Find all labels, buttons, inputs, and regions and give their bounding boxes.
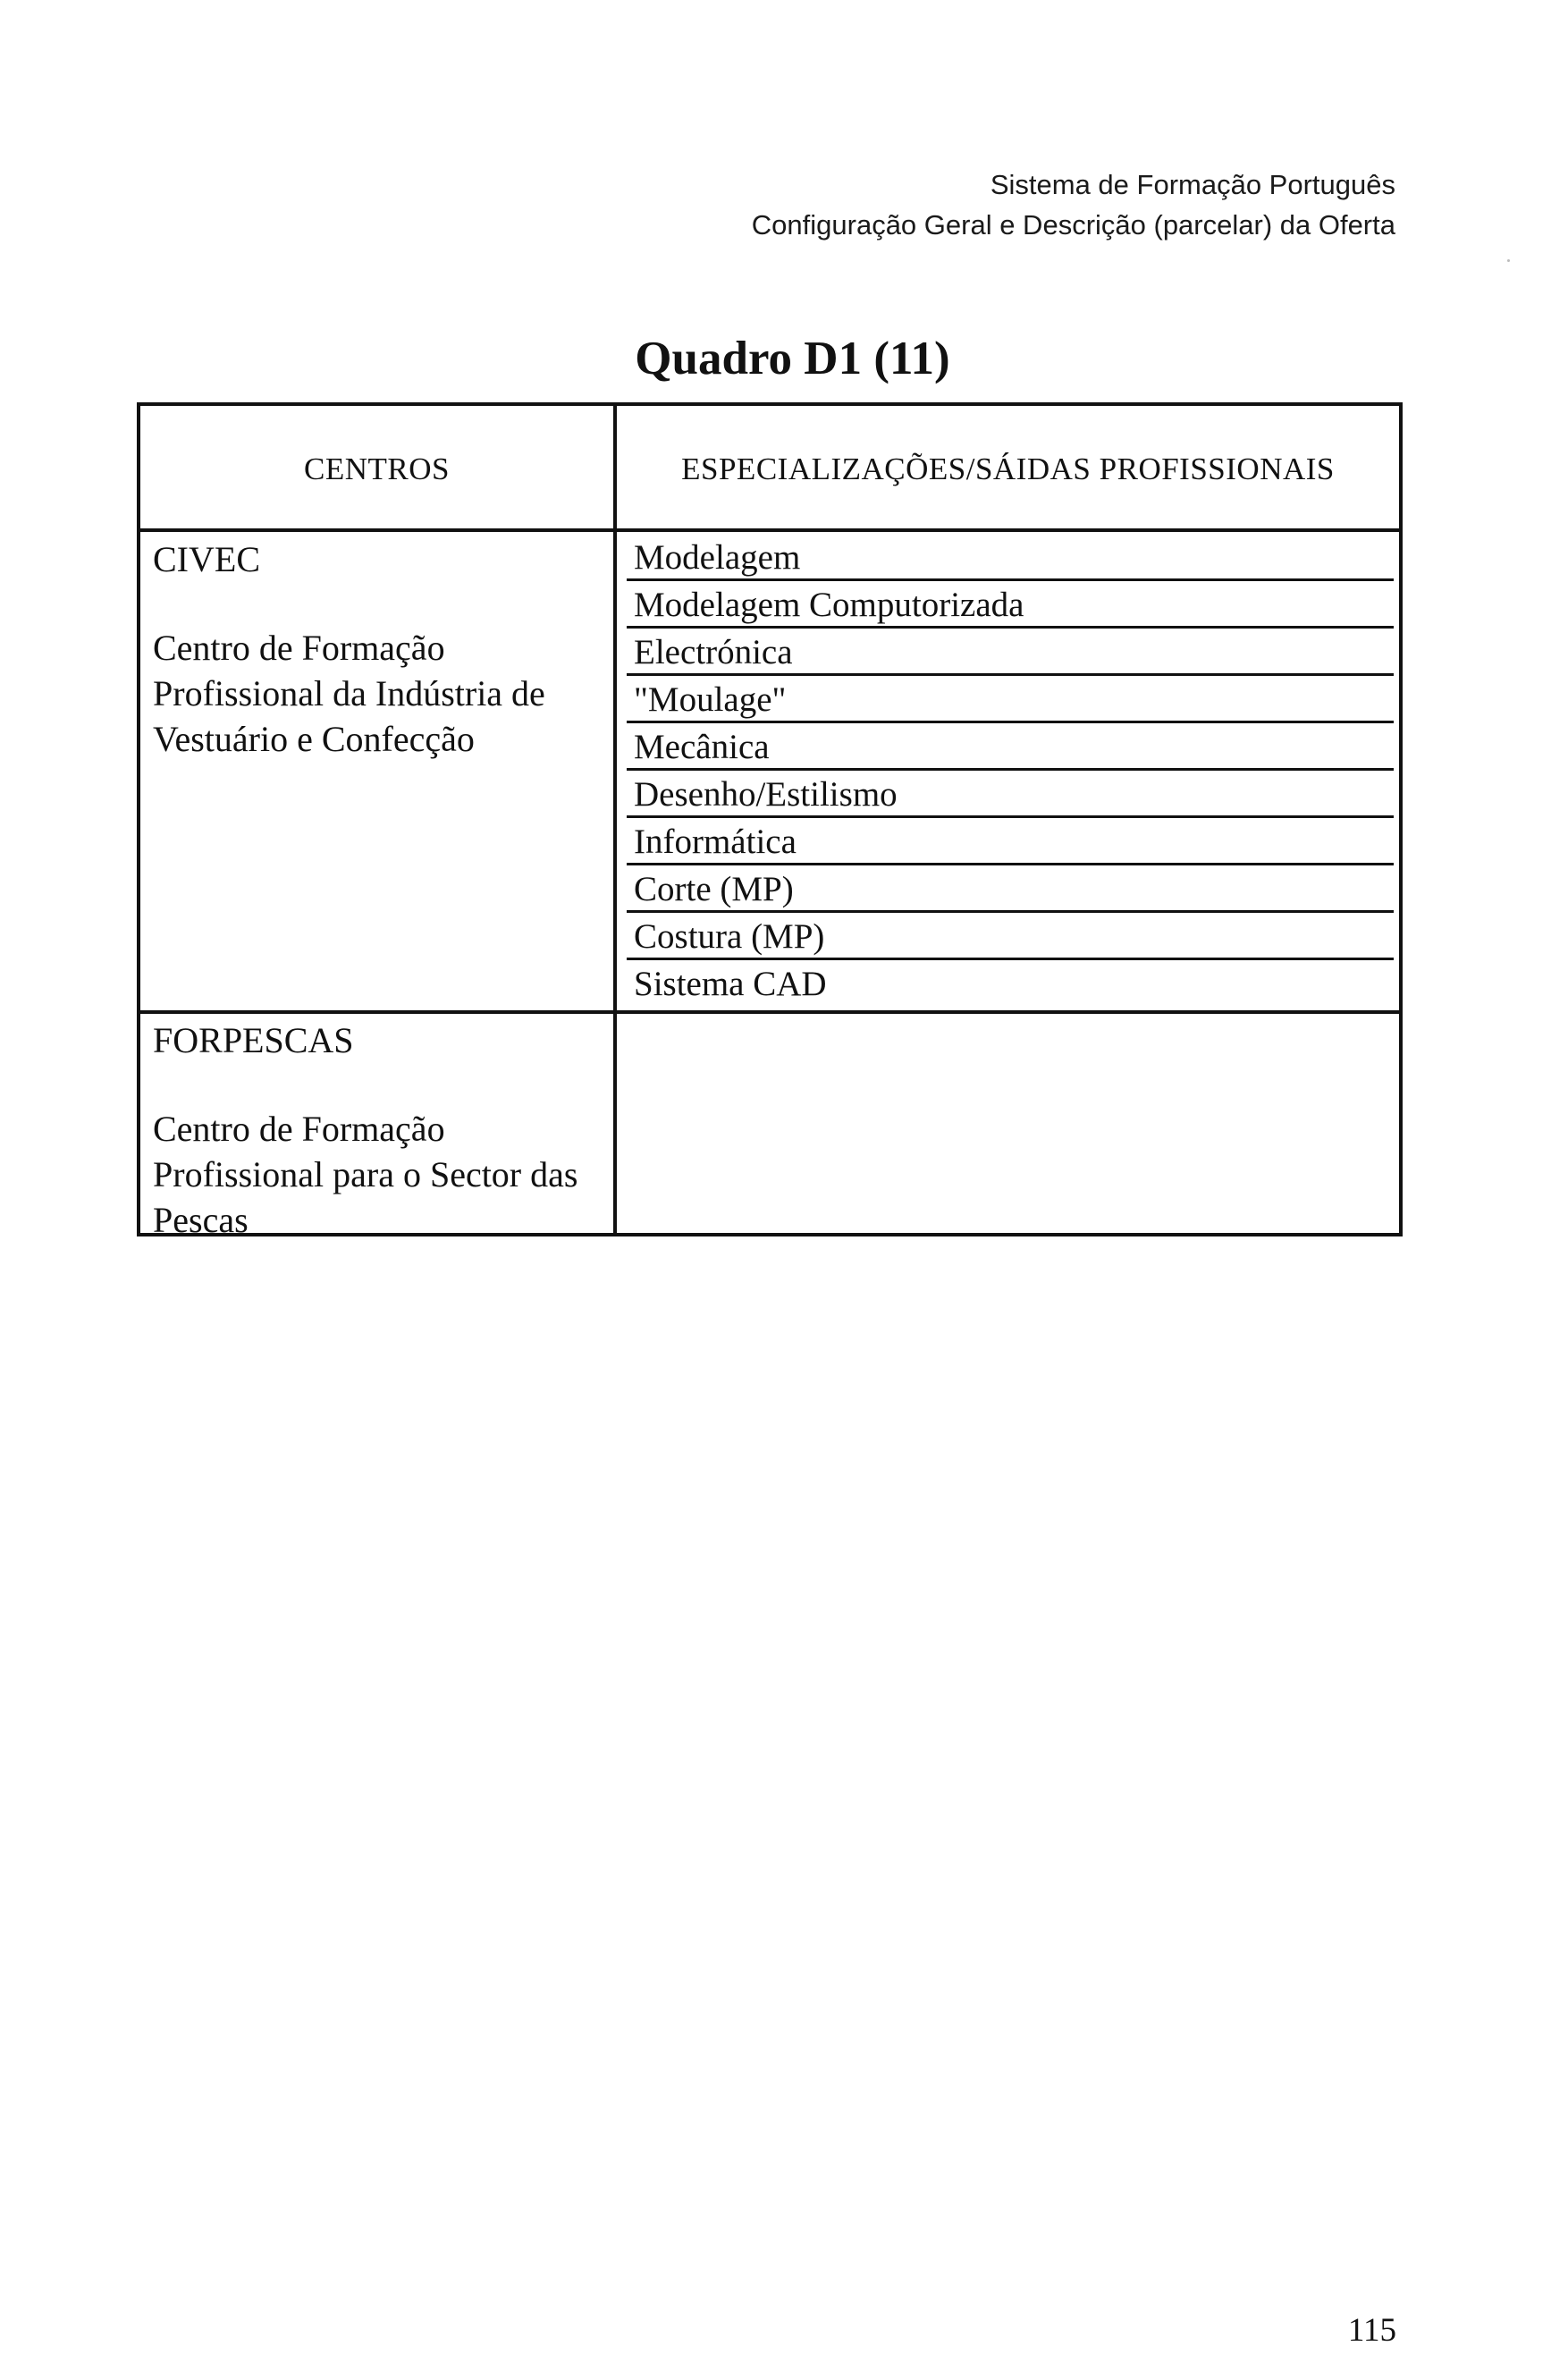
centro-description: Centro de Formação Profissional da Indústria de Vestuário e Confecção bbox=[153, 628, 545, 759]
list-item: Electrónica bbox=[627, 630, 1394, 676]
running-header bbox=[752, 165, 1395, 245]
list-item: Desenho/Estilismo bbox=[627, 772, 1394, 818]
centro-name: CIVEC bbox=[153, 539, 260, 579]
column-header-especializacoes: ESPECIALIZAÇÕES/SÁIDAS PROFISSIONAIS bbox=[681, 451, 1335, 486]
header-line-2: Configuração Geral e Descrição (parcelar) da Oferta bbox=[751, 209, 1395, 241]
list-item: Sistema CAD bbox=[634, 965, 827, 1003]
centro-name: FORPESCAS bbox=[153, 1020, 354, 1060]
list-item: Modelagem bbox=[627, 536, 1394, 581]
list-item: Corte (MP) bbox=[627, 867, 1394, 913]
centro-cell-civec bbox=[153, 536, 609, 762]
scan-speck bbox=[1507, 259, 1510, 262]
especializacoes-list bbox=[627, 536, 1394, 1009]
centro-description: Centro de Formação Profissional para o Sector das Pescas bbox=[153, 1109, 578, 1240]
list-item: Mecânica bbox=[627, 725, 1394, 771]
quadro-table bbox=[137, 402, 1403, 1240]
page-number: 115 bbox=[1347, 2312, 1396, 2349]
column-header-centros: CENTROS bbox=[304, 451, 450, 486]
list-item: Informática bbox=[627, 820, 1394, 865]
list-item: Modelagem Computorizada bbox=[627, 583, 1394, 629]
row-divider bbox=[140, 1010, 1399, 1014]
centro-cell-forpescas bbox=[153, 1017, 609, 1243]
list-item: Costura (MP) bbox=[627, 915, 1394, 960]
table-title: Quadro D1 (11) bbox=[635, 333, 950, 384]
header-line-1: Sistema de Formação Português bbox=[990, 169, 1395, 200]
list-item: "Moulage" bbox=[627, 678, 1394, 723]
